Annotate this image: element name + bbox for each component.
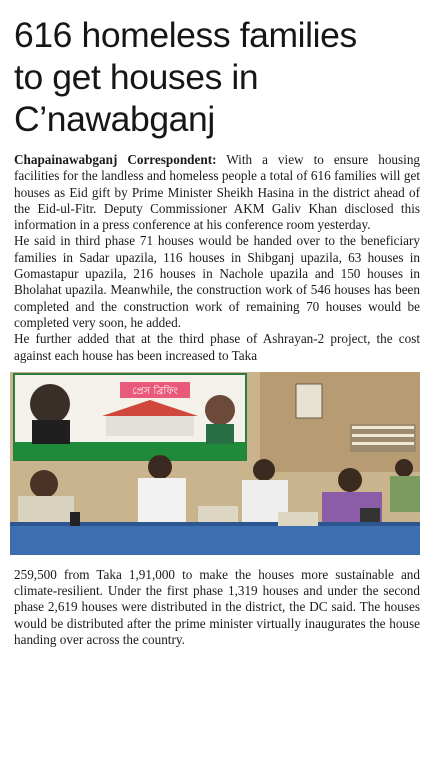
headline-line-3: C’nawabganj — [14, 99, 215, 139]
paragraph-3: He further added that at the third phase of Ashrayan-2 project, the cost against each house has been increased to Taka — [14, 331, 420, 363]
headline-line-1: 616 homeless families — [14, 15, 357, 55]
paragraph-1-text: With a view to ensure housing facilities for the landless and homeless people a total of 616 families will get houses as Eid gift by Prime Minister Sheikh Hasina in the district ahead of the Eid-ul-Fitr. Deputy Commissioner AKM Galiv Khan disclosed this information in a press conference at his conference room yesterday. — [14, 152, 421, 233]
paragraph-4: 259,500 from Taka 1,91,000 to make the houses more sustainable and climate-resilient. Under the first phase 1,319 houses and under the second phase 2,619 houses were distributed in the district, the DC said. The houses would be distributed after the prime minister virtually inaugurates the house handing over across the country. — [14, 566, 420, 648]
photo-illustration — [10, 372, 420, 555]
paragraph-1 — [14, 152, 420, 233]
press-conference-photo — [10, 372, 420, 555]
byline: Chapainawabganj Correspondent: — [14, 152, 217, 167]
headline-line-2: to get houses in — [14, 57, 259, 97]
headline — [14, 0, 420, 140]
article-body — [14, 152, 420, 364]
banner-text: প্রেস ব্রিফিং — [132, 385, 178, 397]
article-body-continued — [14, 567, 420, 648]
paragraph-2: He said in third phase 71 houses would be handed over to the beneficiary families in Sadar upazila, 116 houses in Shibganj upazila, 63 houses in Gomastapur upazila, 216 houses in Nachole upazila and 150 houses in Bholahat upazila. Meanwhile, the construction work of 546 houses has been completed and the construction work of remaining 70 houses would be completed very soon, he added. — [14, 233, 420, 330]
